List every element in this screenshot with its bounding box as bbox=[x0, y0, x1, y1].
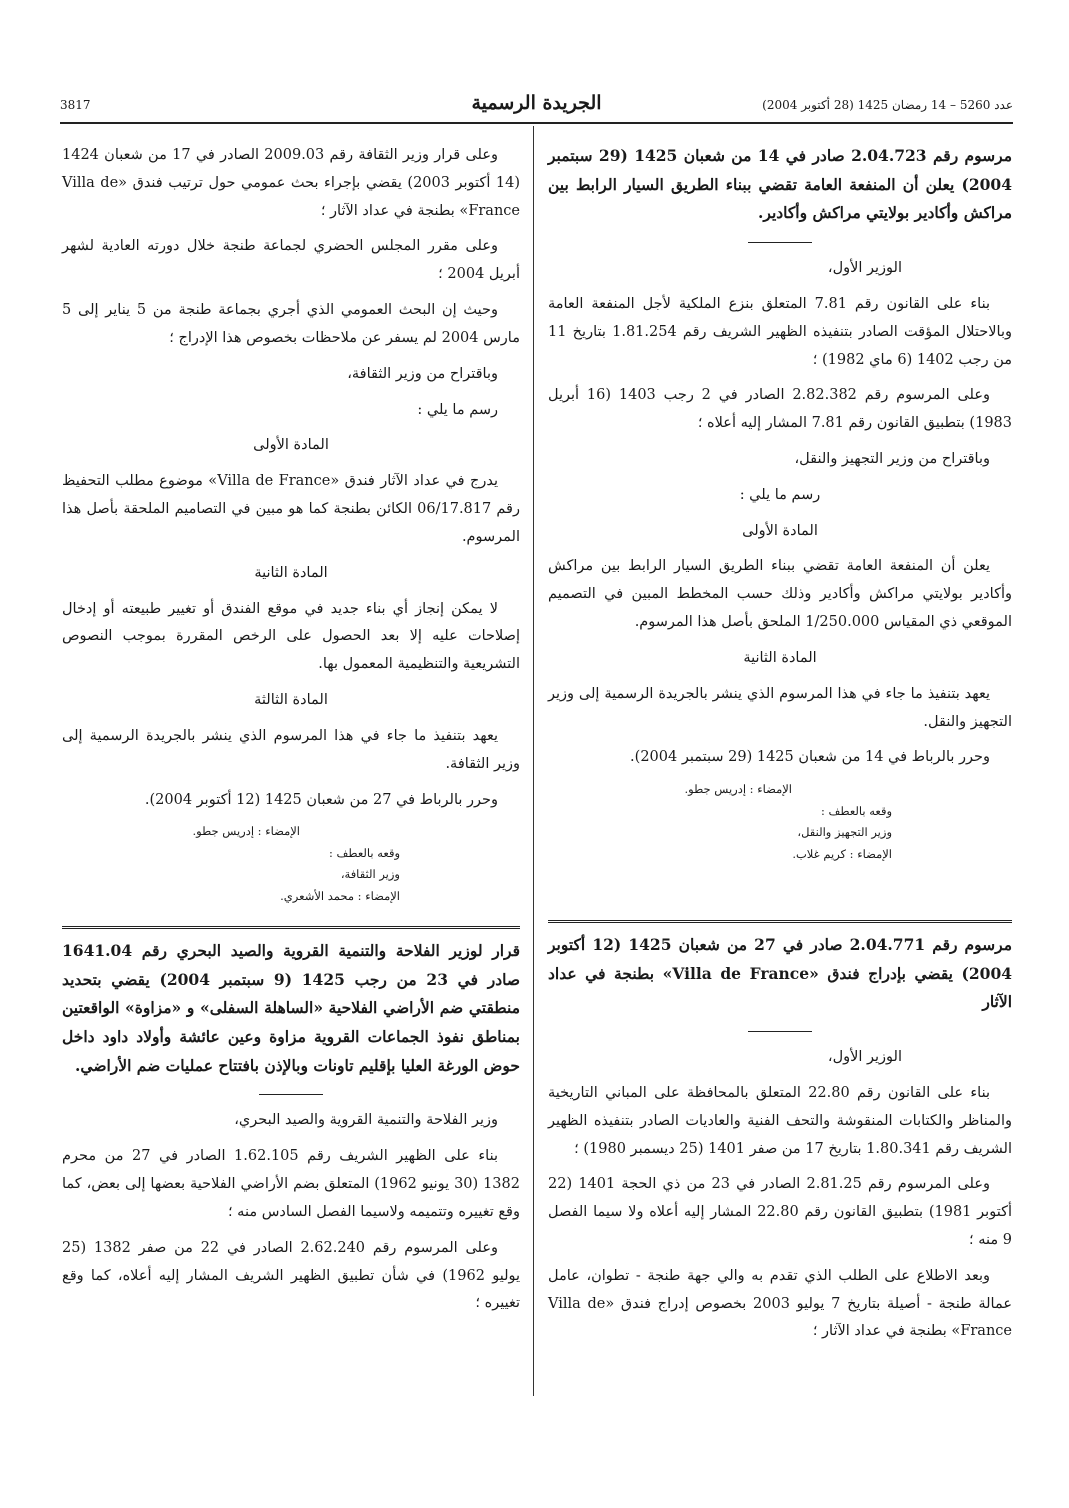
article-text: يعهد بتنفيذ ما جاء في هذا المرسوم الذي ينشر بالجريدة الرسمية إلى وزير الثقافة. bbox=[62, 727, 520, 772]
gazette-title: الجريدة الرسمية bbox=[471, 92, 602, 114]
arrete-title: قرار لوزير الفلاحة والتنمية القروية والصيد البحري رقم 1641.04 صادر في 23 من رجب 1425 (9 سبتمبر 2004) يقضي بتحديد منطقتي ضم الأراضي الفلاحية «الساهلة السفلى» و «مزاوة» الواقعتين بمناطق نفوذ الجماعات القروية مزاوة وعين عائشة وأولاد داود داخل حوض الورغة العليا بإقليم تاونات وبالإذن بافتتاح عمليات ضم الأراضي. bbox=[62, 941, 520, 1075]
countersignature: الإمضاء : كريم غلاب. bbox=[792, 846, 892, 861]
article-text: يعهد بتنفيذ ما جاء في هذا المرسوم الذي ينشر بالجريدة الرسمية إلى وزير التجهيز والنقل. bbox=[548, 685, 1012, 730]
issue-info: عدد 5260 – 14 رمضان 1425 (28 أكتوبر 2004) bbox=[762, 98, 1013, 112]
arrete-1641-04 bbox=[62, 926, 520, 1326]
article-title: المادة الأولى bbox=[253, 437, 329, 454]
paragraph: وعلى المرسوم رقم 2.81.25 الصادر في 23 من ذي الحجة 1401 (22 أكتوبر 1981) بتطبيق القانون رقم 22.80 المشار إليه أعلاه ولا سيما الفصل 9 منه ؛ bbox=[548, 1176, 1012, 1248]
paragraph: بناء على القانون رقم 22.80 المتعلق بالمحافظة على المباني التاريخية والمناظر والكتابات المنقوشة والتحف الفنية والعاديات الصادر بتنفيذه الظهير الشريف رقم 1.80.341 بتاريخ 17 من صفر 1401 (25 ديسمبر 1980) ؛ bbox=[548, 1084, 1012, 1157]
signature: الإمضاء : إدريس جطو. bbox=[684, 782, 792, 797]
done-at: وحرر بالرباط في 27 من شعبان 1425 (12 أكتوبر 2004). bbox=[144, 791, 498, 808]
page-number: 3817 bbox=[60, 98, 91, 112]
decrees-line: رسم ما يلي : bbox=[417, 401, 498, 418]
decree-2-04-771-continued bbox=[62, 142, 520, 909]
article-title: المادة الثانية bbox=[254, 564, 328, 581]
article-text: لا يمكن إنجاز أي بناء جديد في موقع الفندق أو تغيير طبيعته أو إدخال إصلاحات عليه إلا بعد الحصول على الرخص المقررة بموجب النصوص التشريعية والتنظيمية المعمول بها. bbox=[62, 600, 520, 673]
countersignature: الإمضاء : محمد الأشعري. bbox=[280, 889, 400, 904]
paragraph: وعلى قرار وزير الثقافة رقم 2009.03 الصادر في 17 من شعبان 1424 (14 أكتوبر 2003) يقضي بإجراء بحث عمومي حول ترتيب فندق «Villa de France» بطنجة في عداد الآثار ؛ bbox=[62, 147, 520, 219]
article-text: يدرج في عداد الآثار فندق «Villa de France» موضوع مطلب التحفيظ رقم 06/17.817 الكائن بطنجة كما هو مبين في التصاميم الملحقة بأصل هذا المرسوم. bbox=[62, 473, 520, 545]
paragraph: وعلى المرسوم رقم 2.82.382 الصادر في 2 رجب 1403 (16 أبريل 1983) بتطبيق القانون رقم 7.81 المشار إليه أعلاه ؛ bbox=[548, 387, 1012, 432]
section-rule bbox=[62, 926, 520, 929]
article-title: المادة الأولى bbox=[742, 522, 818, 539]
paragraph: وحيث إن البحث العمومي الذي أجري بجماعة طنجة من 5 يناير إلى 5 مارس 2004 لم يسفر عن ملاحظات بخصوص هذا الإدراج ؛ bbox=[62, 302, 520, 346]
separator bbox=[259, 1094, 323, 1095]
done-at: وحرر بالرباط في 14 من شعبان 1425 (29 سبتمبر 2004). bbox=[630, 749, 990, 766]
decrees-line: رسم ما يلي : bbox=[739, 486, 821, 503]
decree-2-04-723 bbox=[548, 142, 1012, 866]
header-rule bbox=[60, 122, 1013, 124]
paragraph: وعلى مقرر المجلس الحضري لجماعة طنجة خلال دورته العادية لشهر أبريل 2004 ؛ bbox=[62, 238, 520, 283]
section-rule bbox=[548, 920, 1012, 923]
countersign-label: وقعه بالعطف : bbox=[820, 803, 892, 818]
paragraph: وباقتراح من وزير التجهيز والنقل، bbox=[794, 450, 990, 467]
page-header bbox=[60, 92, 1013, 118]
countersign-minister: وزير الثقافة، bbox=[340, 867, 400, 882]
paragraph: وباقتراح من وزير الثقافة، bbox=[347, 365, 498, 382]
issuer: الوزير الأول، bbox=[827, 1049, 902, 1066]
issuer: الوزير الأول، bbox=[827, 260, 902, 277]
separator bbox=[748, 242, 812, 243]
separator bbox=[748, 1031, 812, 1032]
decree-2-04-771 bbox=[548, 920, 1012, 1354]
paragraph: وبعد الاطلاع على الطلب الذي تقدم به والي جهة طنجة - تطوان، عامل عمالة طنجة - أصيلة بتاريخ 7 يوليو 2003 بخصوص إدراج فندق «Villa de France» بطنجة في عداد الآثار ؛ bbox=[548, 1267, 1013, 1340]
decree-title: مرسوم رقم 2.04.771 صادر في 27 من شعبان 1425 (12 أكتوبر 2004) يقضي بإدراج فندق «Villa de France» بطنجة في عداد الآثار bbox=[548, 935, 1013, 1012]
article-title: المادة الثالثة bbox=[254, 692, 328, 709]
paragraph: بناء على الظهير الشريف رقم 1.62.105 الصادر في 27 من محرم 1382 (30 يونيو 1962) المتعلق بضم الأراضي الفلاحية بعضها إلى بعض، كما وقع تغييره وتتميمه ولاسيما الفصل السادس منه ؛ bbox=[62, 1148, 520, 1220]
paragraph: بناء على القانون رقم 7.81 المتعلق بنزع الملكية لأجل المنفعة العامة وبالاحتلال المؤقت الصادر بتنفيذه الظهير الشريف رقم 1.81.254 بتاريخ 11 من رجب 1402 (6 ماي 1982) ؛ bbox=[548, 295, 1012, 368]
article-text: يعلن أن المنفعة العامة تقضي ببناء الطريق السيار الرابط بين مراكش وأكادير بولايتي مراكش وأكادير وذلك حسب المخطط المبين في التصميم الموقعي ذي المقياس 1/250.000 الملحق بأصل هذا المرسوم. bbox=[548, 558, 1012, 631]
article-title: المادة الثانية bbox=[743, 649, 817, 666]
signature: الإمضاء : إدريس جطو. bbox=[192, 824, 300, 839]
issuer: وزير الفلاحة والتنمية القروية والصيد البحري، bbox=[234, 1112, 498, 1129]
paragraph: وعلى المرسوم رقم 2.62.240 الصادر في 22 من صفر 1382 (25 يوليو 1962) في شأن تطبيق الظهير الشريف المشار إليه أعلاه، كما وقع تغييره ؛ bbox=[62, 1239, 521, 1312]
countersign-label: وقعه بالعطف : bbox=[328, 845, 400, 860]
countersign-minister: وزير التجهيز والنقل، bbox=[797, 825, 892, 840]
decree-title: مرسوم رقم 2.04.723 صادر في 14 من شعبان 1425 (29 سبتمبر 2004) يعلن أن المنفعة العامة تقضي ببناء الطريق السيار الرابط بين مراكش وأكادير بولايتي مراكش وأكادير. bbox=[548, 146, 1013, 223]
column-divider bbox=[533, 126, 534, 1396]
